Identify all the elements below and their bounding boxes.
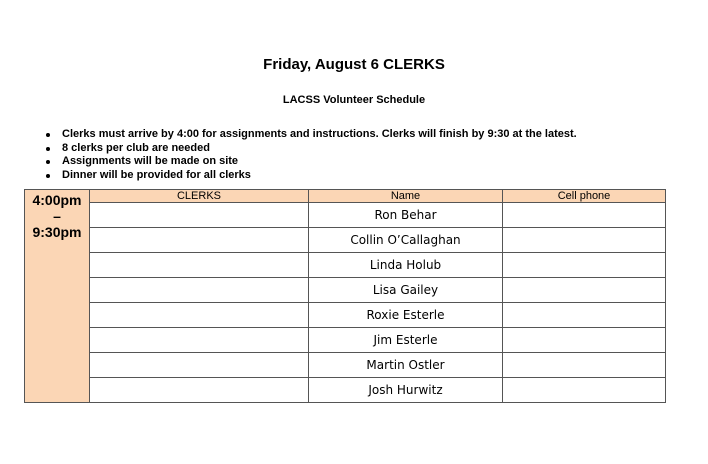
clerk-cell[interactable] <box>90 303 309 328</box>
bullet-icon <box>46 133 50 137</box>
name-cell: Martin Ostler <box>309 353 503 378</box>
table-row <box>25 378 666 403</box>
table-row <box>25 303 666 328</box>
schedule-subtitle: LACSS Volunteer Schedule <box>282 94 426 106</box>
phone-cell[interactable] <box>503 228 666 253</box>
table-row <box>25 278 666 303</box>
clerk-cell[interactable] <box>90 203 309 228</box>
clerk-cell[interactable] <box>90 378 309 403</box>
instruction-text: Assignments will be made on site <box>62 155 239 167</box>
name-cell: Roxie Esterle <box>309 303 503 328</box>
instruction-text: Clerks must arrive by 4:00 for assignments and instructions. Clerks will finish by 9:30 at the latest. <box>62 128 577 140</box>
phone-cell[interactable] <box>503 278 666 303</box>
header-name: Name <box>309 190 503 203</box>
phone-cell[interactable] <box>503 328 666 353</box>
table-header-row <box>25 190 666 203</box>
header-clerks: CLERKS <box>90 190 309 203</box>
clerk-cell[interactable] <box>90 278 309 303</box>
name-cell: Linda Holub <box>309 253 503 278</box>
bullet-icon <box>46 160 50 164</box>
header-cell-phone: Cell phone <box>503 190 666 203</box>
time-end: 9:30pm <box>32 224 82 240</box>
time-slot-cell <box>25 190 90 403</box>
clerk-cell[interactable] <box>90 328 309 353</box>
time-dash: – <box>53 208 61 224</box>
phone-cell[interactable] <box>503 203 666 228</box>
instruction-item <box>44 155 577 169</box>
table-row <box>25 253 666 278</box>
schedule-table <box>24 189 666 403</box>
bullet-icon <box>46 174 50 178</box>
table-row <box>25 328 666 353</box>
phone-cell[interactable] <box>503 303 666 328</box>
name-cell: Jim Esterle <box>309 328 503 353</box>
clerk-cell[interactable] <box>90 228 309 253</box>
table-row <box>25 228 666 253</box>
clerk-cell[interactable] <box>90 353 309 378</box>
table-row <box>25 353 666 378</box>
instructions-list <box>44 128 577 182</box>
table-row <box>25 203 666 228</box>
page-title: Friday, August 6 CLERKS <box>263 56 445 73</box>
instruction-text: Dinner will be provided for all clerks <box>62 168 251 181</box>
name-cell: Ron Behar <box>309 203 503 228</box>
name-cell: Collin O’Callaghan <box>309 228 503 253</box>
instruction-item <box>44 128 577 142</box>
name-cell: Josh Hurwitz <box>309 378 503 403</box>
instruction-item <box>44 169 577 183</box>
instruction-text: 8 clerks per club are needed <box>62 141 210 154</box>
name-cell: Lisa Gailey <box>309 278 503 303</box>
phone-cell[interactable] <box>503 353 666 378</box>
phone-cell[interactable] <box>503 378 666 403</box>
phone-cell[interactable] <box>503 253 666 278</box>
bullet-icon <box>46 147 50 151</box>
instruction-item <box>44 142 577 156</box>
clerk-cell[interactable] <box>90 253 309 278</box>
time-start: 4:00pm <box>32 192 82 208</box>
